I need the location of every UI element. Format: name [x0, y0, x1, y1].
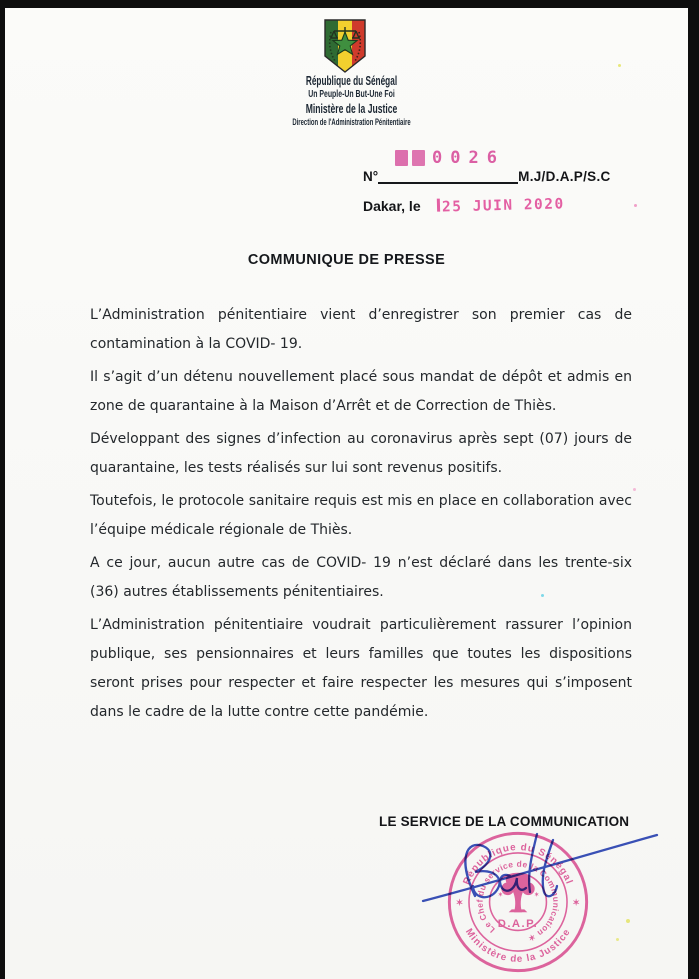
document-body [90, 301, 632, 731]
paragraph: L’Administration pénitentiaire voudrait particulièrement rassurer l’opinion publique, ses pensionnaires et leurs familles que toutes les dispositions seront prises pour respecter et faire respecter les mesures qui s’imposent dans le cadre de la lutte contre cette pandémie. [90, 617, 632, 720]
stamp-smudge-block [395, 150, 408, 166]
date-stamp [436, 195, 564, 215]
stamp-inner-ring-text: Le Chef du service de la Communication ✶ [474, 858, 562, 944]
place-label: Dakar, le [363, 197, 421, 214]
paragraph: Toutefois, le protocole sanitaire requis est mis en place en collaboration avec l’équipe médicale régionale de Thiès. [90, 493, 632, 538]
letterhead [15, 74, 688, 128]
stamp-star-left: ✶ [455, 897, 464, 908]
signature-service-label: LE SERVICE DE LA COMMUNICATION [379, 814, 630, 829]
scan-speck [634, 204, 637, 207]
document-title: COMMUNIQUE DE PRESSE [247, 252, 446, 268]
letterhead-country: République du Sénégal [305, 74, 398, 88]
paragraph: A ce jour, aucun autre cas de COVID- 19 n’est déclaré dans les trente-six (36) autres établissements pénitentiaires. [90, 555, 632, 600]
senegal-justice-emblem-icon [323, 18, 367, 74]
stamp-tiny-star-right: ✶ [534, 892, 540, 899]
scan-speck [618, 64, 621, 67]
scan-speck [633, 488, 636, 491]
date-stamp-tick [436, 199, 439, 212]
stamp-tiny-star-left: ✶ [497, 892, 503, 899]
reference-suffix: M.J/D.A.P/S.C [518, 169, 611, 184]
handwritten-signature [405, 823, 670, 918]
scan-speck [616, 938, 619, 941]
reference-blank-line [378, 169, 518, 184]
paragraph: Développant des signes d’infection au coronavirus après sept (07) jours de quarantaine, les tests réalisés sur lui sont revenus positifs. [90, 431, 632, 476]
paper-sheet [5, 8, 688, 979]
registration-number-stamp [395, 148, 505, 168]
stamp-outer-bottom-text: Ministère de la Justice [463, 926, 573, 965]
stamp-star-right: ✶ [572, 897, 580, 908]
stamp-outer-top-text: République du Sénégal [461, 841, 575, 887]
stamp-number-digits: 0026 [432, 148, 505, 168]
reference-prefix: N° [363, 169, 379, 184]
date-line [363, 197, 564, 214]
stamp-smudge-block [412, 150, 425, 166]
stamp-center-text: D.A.P. [497, 918, 539, 931]
paragraph: L’Administration pénitentiaire vient d’enregistrer son premier cas de contamination à la COVID- 19. [90, 307, 632, 352]
letterhead-direction: Direction de l'Administration Pénitentiaire [292, 117, 411, 127]
reference-line [363, 169, 611, 184]
scan-speck [626, 919, 630, 923]
letterhead-ministry: Ministère de la Justice [305, 101, 398, 116]
letterhead-motto: Un Peuple-Un But-Une Foi [308, 88, 395, 100]
paragraph: Il s’agit d’un détenu nouvellement placé sous mandat de dépôt et admis en zone de quarantaine à la Maison d’Arrêt et de Correction de Thiès. [90, 369, 632, 414]
date-stamp-text: 25 JUIN 2020 [441, 195, 565, 216]
scan-speck [541, 594, 544, 597]
